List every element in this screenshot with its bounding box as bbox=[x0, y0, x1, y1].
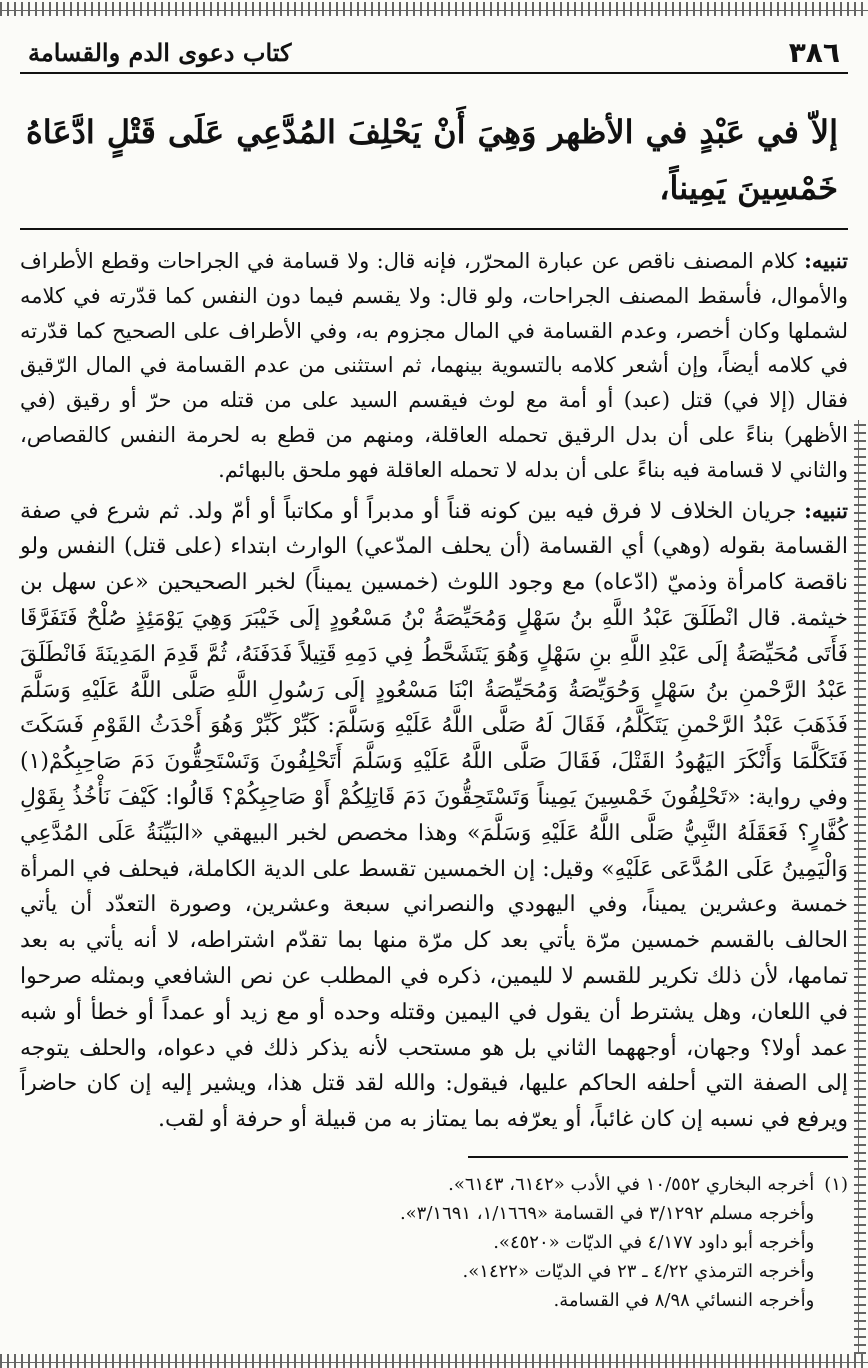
footnote-item bbox=[20, 1199, 848, 1228]
page-number: ٣٨٦ bbox=[788, 35, 840, 69]
running-title: كتاب دعوى الدم والقسامة bbox=[28, 37, 292, 67]
note-text: كلام المصنف ناقص عن عبارة المحرّر، فإنه قال: ولا قسامة في الجراحات وقطع الأطراف والأموال، فأسقط المصنف الجراحات، ولو قال: ولا يقسم فيما دون النفس كما قدّرته في كلامه لشملها وكان أخصر، وعدم القسامة في المال مجزوم به، وفي الأطراف على الصحيح كما قدّرته في كلامه أيضاً، وإن أشعر كلامه بالتسوية بينهما، ثم استثنى من عدم القسامة في المال الرّقيق فقال (إلا في) قتل (عبد) أو أمة مع لوث فيقسم السيد على من قتله من حرّ أو رقيق (في الأظهر) بناءً على أن بدل الرقيق تحمله العاقلة، ومنهم من قطع به لحرمة النفس كالقصاص، والثاني لا قسامة فيه بناءً على أن بدله لا تحمله العاقلة فهو ملحق بالبهائم. bbox=[20, 249, 848, 482]
side-ornament-border bbox=[854, 420, 866, 1354]
note-label: تنبيه: bbox=[804, 497, 848, 523]
matn-text: إلاّ في عَبْدٍ في الأظهر وَهِيَ أَنْ يَحْلِفَ المُدَّعِي عَلَى قَتْلٍ ادَّعَاهُ خَمْسِينَ يَمِيناً، bbox=[20, 104, 848, 230]
footnote-text: وأخرجه مسلم ٣/١٢٩٢ في القسامة «١/١٦٦٩، ٣/١٦٩١». bbox=[399, 1202, 815, 1224]
footnote-number: (١) bbox=[824, 1173, 848, 1195]
footnote-text: وأخرجه أبو داود ٤/١٧٧ في الديّات «٤٥٢٠». bbox=[493, 1231, 815, 1253]
footnotes bbox=[20, 1170, 848, 1315]
footnote-text: أخرجه البخاري ١٠/٥٥٢ في الأدب «٦١٤٢، ٦١٤٣». bbox=[448, 1173, 815, 1195]
footnote-text: وأخرجه النسائي ٨/٩٨ في القسامة. bbox=[553, 1289, 815, 1311]
footnote-text: وأخرجه الترمذي ٤/٢٢ ـ ٢٣ في الديّات «١٤٢٢». bbox=[462, 1260, 815, 1282]
note-paragraph-1 bbox=[20, 244, 848, 488]
note-text: جريان الخلاف لا فرق فيه بين كونه قناً أو مدبراً أو مكاتباً أو أمّ ولد. ثم شرع في صفة القسامة بقوله (وهي) أي القسامة (أن يحلف المدّعي) الوارث ابتداء (على قتل) النفس ولو ناقصة كامرأة وذميّ (ادّعاه) مع وجود اللوث (خمسين يميناً) لخبر الصحيحين «عن سهل بن خيثمة. قال انْطَلَقَ عَبْدُ اللَّهِ بنُ سَهْلٍ وَمُحَيِّصَةُ بْنُ مَسْعُودٍ إلَى خَيْبَرَ وَهِيَ يَوْمَئِذٍ صُلْحٌ فَتَفَرَّقَا فَأَتَى مُحَيِّصَةُ إلَى عَبْدِ اللَّهِ بنِ سَهْلٍ وَهُوَ يَتَشَحَّطُ فِي دَمِهِ قَتِيلاً فَدَفَنَهُ، ثُمَّ قَدِمَ المَدِينَةَ فَانْطَلَقَ عَبْدُ الرَّحْمنِ بنُ سَهْلٍ وَحُوَيِّصَةُ وَمُحَيِّصَةُ ابْنَا مَسْعُودٍ إلَى رَسُولِ اللَّهِ صَلَّى اللَّهُ عَلَيْهِ وَسَلَّمَ فَذَهَبَ عَبْدُ الرَّحْمنِ يَتَكَلَّمُ، فَقَالَ لَهُ صَلَّى اللَّهُ عَلَيْهِ وَسَلَّمَ: كَبِّرْ كَبِّرْ وَهُوَ أَحْدَثُ القَوْمِ فَسَكَتَ فَتَكَلَّمَا وَأَنْكَرَ اليَهُودُ القَتْلَ، فَقَالَ صَلَّى اللَّهُ عَلَيْهِ وَسَلَّمَ أَتَحْلِفُونَ وَتَسْتَحِقُّونَ دَمَ صَاحِبِكُمْ(١) وفي رواية: «تَحْلِفُونَ خَمْسِينَ يَمِيناً وَتَسْتَحِقُّونَ دَمَ قَاتِلِكُمْ أَوْ صَاحِبِكُمْ؟ قَالُوا: كَيْفَ نَأْخُذُ بِقَوْلِ كُفَّارٍ؟ فَعَقَلَهُ النَّبِيُّ صَلَّى اللَّهُ عَلَيْهِ وَسَلَّمَ» وهذا مخصص لخبر البيهقي «البَيِّنَةُ عَلَى المُدَّعِي وَالْيَمِينُ عَلَى المُدَّعَى عَلَيْهِ» وقيل: إن الخمسين تقسط على الدية الكاملة، فيحلف في المرأة خمسة وعشرين يميناً، وفي اليهودي والنصراني سبعة وعشرين، وصورة التعدّد أن يأتي الحالف بالقسم خمسين مرّة يأتي بعد كل مرّة منها بما تقدّم اشتراطه، لا أنه يأتي به بعد تمامها، لأن ذلك تكرير للقسم لا لليمين، ذكره في المطلب عن نص الشافعي وبمثله صرحوا في اللعان، وهل يشترط أن يقول في اليمين وقتله وحده أو مع زيد أو عمداً أو خطأ أو شبه عمد أولا؟ وجهان، أوجههما الثاني بل هو مستحب لأنه يذكر ذلك في دعواه، والحلف يتوجه إلى الصفة التي أحلفه الحاكم عليها، فيقول: والله لقد قتل هذا، ويشير إليه إن كان حاضراً ويرفع في نسبه إن كان غائباً، أو يعرّفه بما يمتاز به من قبيلة أو حرفة أو لقب. bbox=[20, 498, 848, 1133]
bottom-ornament-border bbox=[0, 1354, 868, 1368]
top-ornament-border bbox=[0, 2, 868, 16]
note-label: تنبيه: bbox=[804, 248, 848, 273]
note-paragraph-2 bbox=[20, 494, 848, 1138]
page-header bbox=[20, 32, 848, 74]
commentary-body bbox=[20, 244, 848, 1138]
footnote-separator bbox=[468, 1156, 848, 1158]
footnote-item bbox=[20, 1228, 848, 1257]
footnote-item bbox=[20, 1286, 848, 1315]
footnote-item bbox=[20, 1170, 848, 1199]
book-page bbox=[20, 32, 848, 1315]
footnote-item bbox=[20, 1257, 848, 1286]
